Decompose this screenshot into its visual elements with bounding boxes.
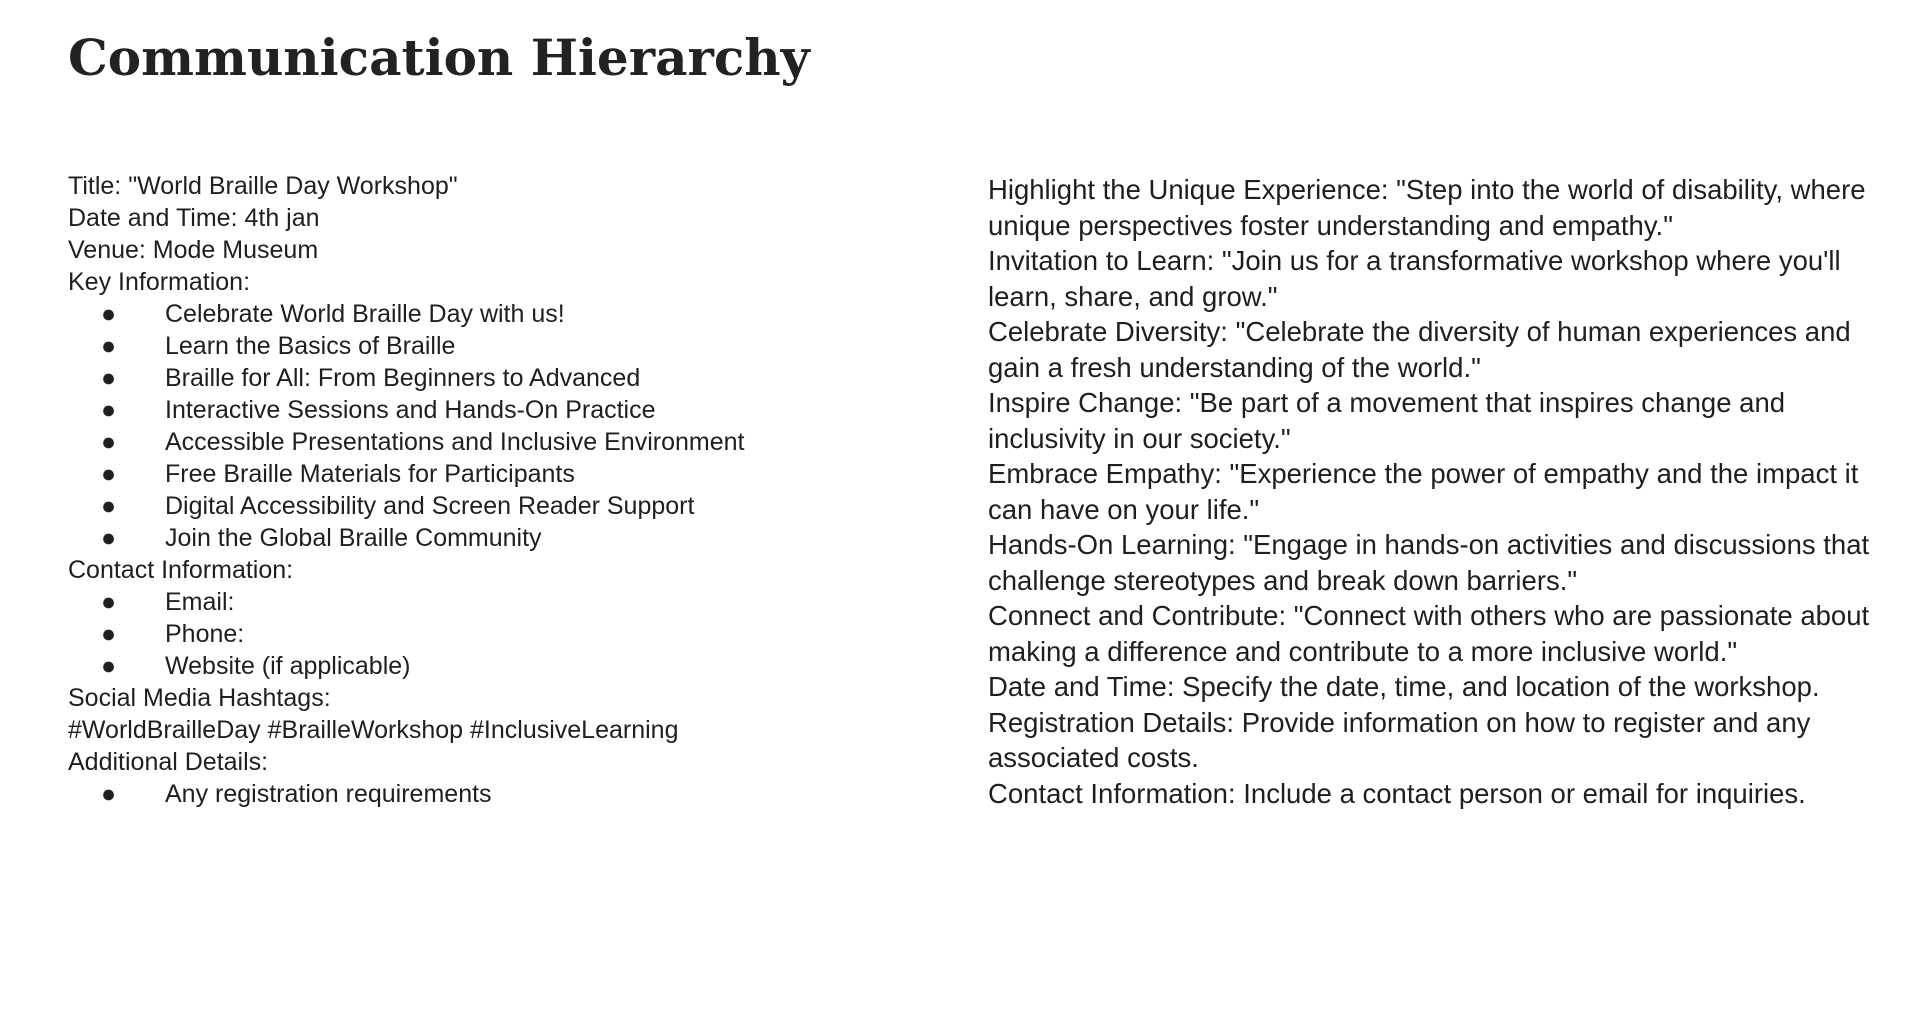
messaging-paragraph-diversity: Celebrate Diversity: "Celebrate the diversity of human experiences and gain a fresh understanding of the world.": [988, 316, 1851, 383]
list-item: [68, 330, 928, 362]
list-item: [68, 458, 928, 490]
list-item: [68, 522, 928, 554]
list-item: [68, 490, 928, 522]
messaging-paragraph-connect: Connect and Contribute: "Connect with others who are passionate about making a difference and contribute to a more inclusive world.": [988, 600, 1870, 667]
key-information-heading: Key Information:: [68, 268, 251, 296]
contact-information-list: [68, 586, 928, 682]
bullet-icon: ●: [101, 364, 117, 392]
contact-information-heading: Contact Information:: [68, 556, 294, 584]
list-item-text: Interactive Sessions and Hands-On Practice: [165, 396, 656, 424]
workshop-details-column: [68, 170, 928, 810]
key-information-list: [68, 298, 928, 554]
list-item: [68, 426, 928, 458]
bullet-icon: ●: [101, 780, 117, 808]
bullet-icon: ●: [101, 620, 117, 648]
bullet-icon: ●: [101, 332, 117, 360]
messaging-paragraph-empathy: Embrace Empathy: "Experience the power of empathy and the impact it can have on your life.": [988, 458, 1859, 525]
list-item-text: Celebrate World Braille Day with us!: [165, 300, 565, 328]
hashtags-line: #WorldBrailleDay #BrailleWorkshop #InclusiveLearning: [68, 716, 679, 744]
bullet-icon: ●: [101, 524, 117, 552]
list-item-text: Accessible Presentations and Inclusive Environment: [165, 428, 745, 456]
bullet-icon: ●: [101, 396, 117, 424]
bullet-icon: ●: [101, 460, 117, 488]
list-item-text: Free Braille Materials for Participants: [165, 460, 575, 488]
list-item-text: Learn the Basics of Braille: [165, 332, 456, 360]
list-item-text: Website (if applicable): [165, 652, 411, 680]
bullet-icon: ●: [101, 428, 117, 456]
list-item: [68, 618, 928, 650]
workshop-title-line: Title: "World Braille Day Workshop": [68, 172, 458, 200]
messaging-paragraph-date-time: Date and Time: Specify the date, time, and location of the workshop.: [988, 671, 1820, 702]
list-item: [68, 298, 928, 330]
messaging-paragraph-contact: Contact Information: Include a contact person or email for inquiries.: [988, 777, 1806, 809]
venue-line: Venue: Mode Museum: [68, 236, 319, 264]
social-media-heading: Social Media Hashtags:: [68, 684, 331, 712]
bullet-icon: ●: [101, 300, 117, 328]
list-item: [68, 650, 928, 682]
additional-details-heading: Additional Details:: [68, 748, 269, 776]
bullet-icon: ●: [101, 652, 117, 680]
bullet-icon: ●: [101, 588, 117, 616]
list-item-text: Digital Accessibility and Screen Reader Support: [165, 492, 695, 520]
list-item-text: Join the Global Braille Community: [165, 524, 542, 552]
date-time-line: Date and Time: 4th jan: [68, 204, 320, 232]
list-item: [68, 362, 928, 394]
messaging-paragraph-unique-experience: Highlight the Unique Experience: "Step into the world of disability, where unique perspectives foster understanding and empathy.": [988, 174, 1866, 241]
list-item-text: Phone:: [165, 620, 245, 648]
messaging-paragraph-hands-on: Hands-On Learning: "Engage in hands-on activities and discussions that challenge stereotypes and break down barriers.": [988, 529, 1870, 596]
list-item-text: Braille for All: From Beginners to Advanced: [165, 364, 641, 392]
list-item: [68, 778, 928, 810]
list-item: [68, 586, 928, 618]
page-title: Communication Hierarchy: [68, 28, 810, 87]
list-item-text: Email:: [165, 588, 235, 616]
messaging-paragraph-registration: Registration Details: Provide information on how to register and any associated costs.: [988, 706, 1811, 773]
additional-details-list: [68, 778, 928, 810]
messaging-column: [988, 172, 1888, 811]
messaging-paragraph-invitation: Invitation to Learn: "Join us for a transformative workshop where you'll learn, share, and grow.": [988, 245, 1841, 312]
bullet-icon: ●: [101, 492, 117, 520]
list-item: [68, 394, 928, 426]
messaging-paragraph-inspire-change: Inspire Change: "Be part of a movement that inspires change and inclusivity in our society.": [988, 387, 1786, 454]
list-item-text: Any registration requirements: [165, 780, 492, 808]
